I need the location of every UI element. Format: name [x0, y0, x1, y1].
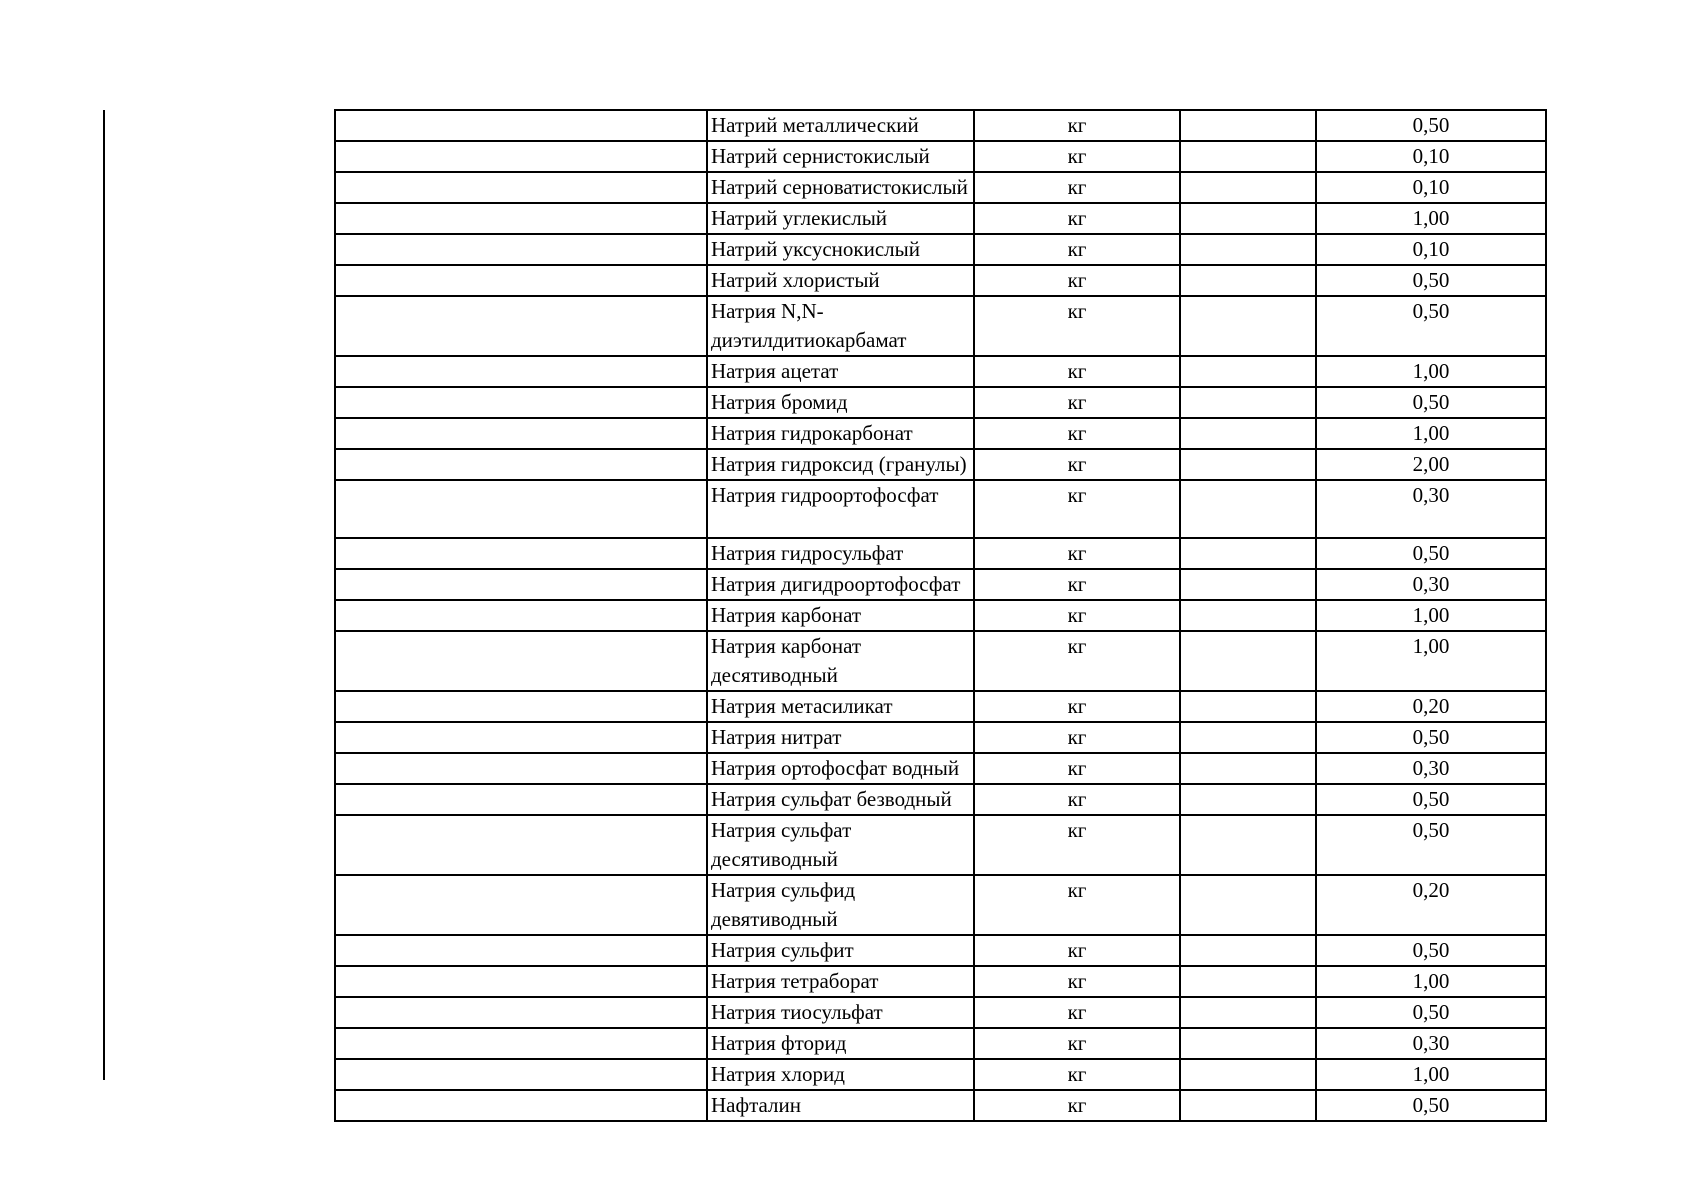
reagent-name-cell: Натрия сульфит: [707, 935, 974, 966]
note-cell: [1180, 875, 1316, 935]
table-row: [335, 569, 1546, 600]
table-row: [335, 753, 1546, 784]
table-row: [335, 296, 1546, 356]
empty-cell: [335, 296, 707, 356]
quantity-cell: 0,50: [1316, 110, 1546, 141]
quantity-cell: 0,50: [1316, 935, 1546, 966]
quantity-cell: 1,00: [1316, 600, 1546, 631]
note-cell: [1180, 784, 1316, 815]
quantity-cell: 1,00: [1316, 1059, 1546, 1090]
quantity-cell: 1,00: [1316, 418, 1546, 449]
quantity-cell: 0,30: [1316, 480, 1546, 538]
reagent-name-cell: Натрий металлический: [707, 110, 974, 141]
unit-cell: кг: [974, 1090, 1180, 1121]
unit-cell: кг: [974, 875, 1180, 935]
table-row: [335, 784, 1546, 815]
unit-cell: кг: [974, 418, 1180, 449]
reagent-name-cell: Нафталин: [707, 1090, 974, 1121]
note-cell: [1180, 449, 1316, 480]
note-cell: [1180, 356, 1316, 387]
quantity-cell: 1,00: [1316, 966, 1546, 997]
unit-cell: кг: [974, 966, 1180, 997]
reagent-name-cell: Натрий уксуснокислый: [707, 234, 974, 265]
unit-cell: кг: [974, 234, 1180, 265]
note-cell: [1180, 966, 1316, 997]
empty-cell: [335, 480, 707, 538]
empty-cell: [335, 691, 707, 722]
note-cell: [1180, 480, 1316, 538]
table-row: [335, 997, 1546, 1028]
unit-cell: кг: [974, 691, 1180, 722]
reagent-name-cell: Натрия гидросульфат: [707, 538, 974, 569]
note-cell: [1180, 815, 1316, 875]
note-cell: [1180, 234, 1316, 265]
unit-cell: кг: [974, 110, 1180, 141]
quantity-cell: 0,30: [1316, 1028, 1546, 1059]
empty-cell: [335, 569, 707, 600]
unit-cell: кг: [974, 997, 1180, 1028]
reagent-name-cell: Натрий хлористый: [707, 265, 974, 296]
quantity-cell: 0,10: [1316, 234, 1546, 265]
empty-cell: [335, 966, 707, 997]
note-cell: [1180, 110, 1316, 141]
note-cell: [1180, 753, 1316, 784]
unit-cell: кг: [974, 296, 1180, 356]
note-cell: [1180, 538, 1316, 569]
table-row: [335, 691, 1546, 722]
note-cell: [1180, 296, 1316, 356]
empty-cell: [335, 538, 707, 569]
table-row: [335, 480, 1546, 538]
quantity-cell: 0,50: [1316, 722, 1546, 753]
empty-cell: [335, 203, 707, 234]
reagent-name-cell: Натрий сернистокислый: [707, 141, 974, 172]
reagent-name-cell: Натрия тиосульфат: [707, 997, 974, 1028]
note-cell: [1180, 997, 1316, 1028]
reagent-name-cell: Натрия ацетат: [707, 356, 974, 387]
table-row: [335, 538, 1546, 569]
table-row: [335, 141, 1546, 172]
reagent-name-cell: Натрия дигидроортофосфат: [707, 569, 974, 600]
note-cell: [1180, 1028, 1316, 1059]
table-row: [335, 449, 1546, 480]
note-cell: [1180, 691, 1316, 722]
note-cell: [1180, 935, 1316, 966]
quantity-cell: 0,50: [1316, 784, 1546, 815]
reagent-name-cell: Натрий серноватистокислый: [707, 172, 974, 203]
empty-cell: [335, 356, 707, 387]
empty-cell: [335, 449, 707, 480]
table-row: [335, 935, 1546, 966]
unit-cell: кг: [974, 538, 1180, 569]
table-row: [335, 265, 1546, 296]
reagent-name-cell: Натрия хлорид: [707, 1059, 974, 1090]
reagent-name-cell: Натрия бромид: [707, 387, 974, 418]
empty-cell: [335, 631, 707, 691]
page-margin-line: [103, 110, 105, 1080]
reagent-name-cell: Натрия фторид: [707, 1028, 974, 1059]
unit-cell: кг: [974, 722, 1180, 753]
quantity-cell: 0,20: [1316, 691, 1546, 722]
unit-cell: кг: [974, 815, 1180, 875]
quantity-cell: 0,10: [1316, 172, 1546, 203]
empty-cell: [335, 753, 707, 784]
reagent-name-cell: Натрия карбонат: [707, 600, 974, 631]
reagent-name-cell: Натрия N,N-диэтилдитиокарбамат: [707, 296, 974, 356]
empty-cell: [335, 935, 707, 966]
reagent-name-cell: Натрия гидроортофосфат: [707, 480, 974, 538]
table-row: [335, 1090, 1546, 1121]
reagent-name-cell: Натрия сульфат безводный: [707, 784, 974, 815]
empty-cell: [335, 815, 707, 875]
empty-cell: [335, 1028, 707, 1059]
table-row: [335, 875, 1546, 935]
quantity-cell: 0,50: [1316, 815, 1546, 875]
empty-cell: [335, 234, 707, 265]
empty-cell: [335, 418, 707, 449]
quantity-cell: 0,30: [1316, 753, 1546, 784]
table-row: [335, 815, 1546, 875]
table-row: [335, 172, 1546, 203]
table-row: [335, 1059, 1546, 1090]
reagent-name-cell: Натрия тетраборат: [707, 966, 974, 997]
unit-cell: кг: [974, 387, 1180, 418]
reagent-name-cell: Натрия сульфат десятиводный: [707, 815, 974, 875]
quantity-cell: 1,00: [1316, 356, 1546, 387]
empty-cell: [335, 1059, 707, 1090]
unit-cell: кг: [974, 1028, 1180, 1059]
reagent-name-cell: Натрия нитрат: [707, 722, 974, 753]
note-cell: [1180, 141, 1316, 172]
quantity-cell: 0,30: [1316, 569, 1546, 600]
table-row: [335, 203, 1546, 234]
unit-cell: кг: [974, 753, 1180, 784]
table-row: [335, 356, 1546, 387]
note-cell: [1180, 265, 1316, 296]
unit-cell: кг: [974, 141, 1180, 172]
quantity-cell: 0,10: [1316, 141, 1546, 172]
reagent-name-cell: Натрий углекислый: [707, 203, 974, 234]
unit-cell: кг: [974, 600, 1180, 631]
note-cell: [1180, 1090, 1316, 1121]
quantity-cell: 0,50: [1316, 538, 1546, 569]
note-cell: [1180, 172, 1316, 203]
unit-cell: кг: [974, 449, 1180, 480]
quantity-cell: 1,00: [1316, 203, 1546, 234]
empty-cell: [335, 722, 707, 753]
empty-cell: [335, 172, 707, 203]
quantity-cell: 0,50: [1316, 296, 1546, 356]
unit-cell: кг: [974, 480, 1180, 538]
table-row: [335, 234, 1546, 265]
reagents-table: [334, 109, 1547, 1122]
table-row: [335, 1028, 1546, 1059]
table-row: [335, 722, 1546, 753]
empty-cell: [335, 784, 707, 815]
unit-cell: кг: [974, 784, 1180, 815]
table-row: [335, 418, 1546, 449]
quantity-cell: 1,00: [1316, 631, 1546, 691]
unit-cell: кг: [974, 569, 1180, 600]
quantity-cell: 2,00: [1316, 449, 1546, 480]
note-cell: [1180, 203, 1316, 234]
quantity-cell: 0,50: [1316, 387, 1546, 418]
table-row: [335, 387, 1546, 418]
quantity-cell: 0,50: [1316, 997, 1546, 1028]
empty-cell: [335, 141, 707, 172]
empty-cell: [335, 997, 707, 1028]
quantity-cell: 0,50: [1316, 1090, 1546, 1121]
unit-cell: кг: [974, 203, 1180, 234]
note-cell: [1180, 387, 1316, 418]
note-cell: [1180, 631, 1316, 691]
note-cell: [1180, 722, 1316, 753]
note-cell: [1180, 600, 1316, 631]
reagent-name-cell: Натрия карбонат десятиводный: [707, 631, 974, 691]
unit-cell: кг: [974, 935, 1180, 966]
empty-cell: [335, 600, 707, 631]
quantity-cell: 0,20: [1316, 875, 1546, 935]
table-row: [335, 110, 1546, 141]
unit-cell: кг: [974, 631, 1180, 691]
empty-cell: [335, 387, 707, 418]
quantity-cell: 0,50: [1316, 265, 1546, 296]
empty-cell: [335, 265, 707, 296]
table-row: [335, 600, 1546, 631]
empty-cell: [335, 110, 707, 141]
reagent-name-cell: Натрия гидроксид (гранулы): [707, 449, 974, 480]
table-row: [335, 966, 1546, 997]
table-row: [335, 631, 1546, 691]
reagent-name-cell: Натрия гидрокарбонат: [707, 418, 974, 449]
unit-cell: кг: [974, 265, 1180, 296]
reagent-name-cell: Натрия ортофосфат водный: [707, 753, 974, 784]
unit-cell: кг: [974, 1059, 1180, 1090]
note-cell: [1180, 569, 1316, 600]
empty-cell: [335, 1090, 707, 1121]
note-cell: [1180, 1059, 1316, 1090]
note-cell: [1180, 418, 1316, 449]
reagent-name-cell: Натрия сульфид девятиводный: [707, 875, 974, 935]
empty-cell: [335, 875, 707, 935]
reagents-table-body: [335, 110, 1546, 1121]
unit-cell: кг: [974, 172, 1180, 203]
reagent-name-cell: Натрия метасиликат: [707, 691, 974, 722]
unit-cell: кг: [974, 356, 1180, 387]
